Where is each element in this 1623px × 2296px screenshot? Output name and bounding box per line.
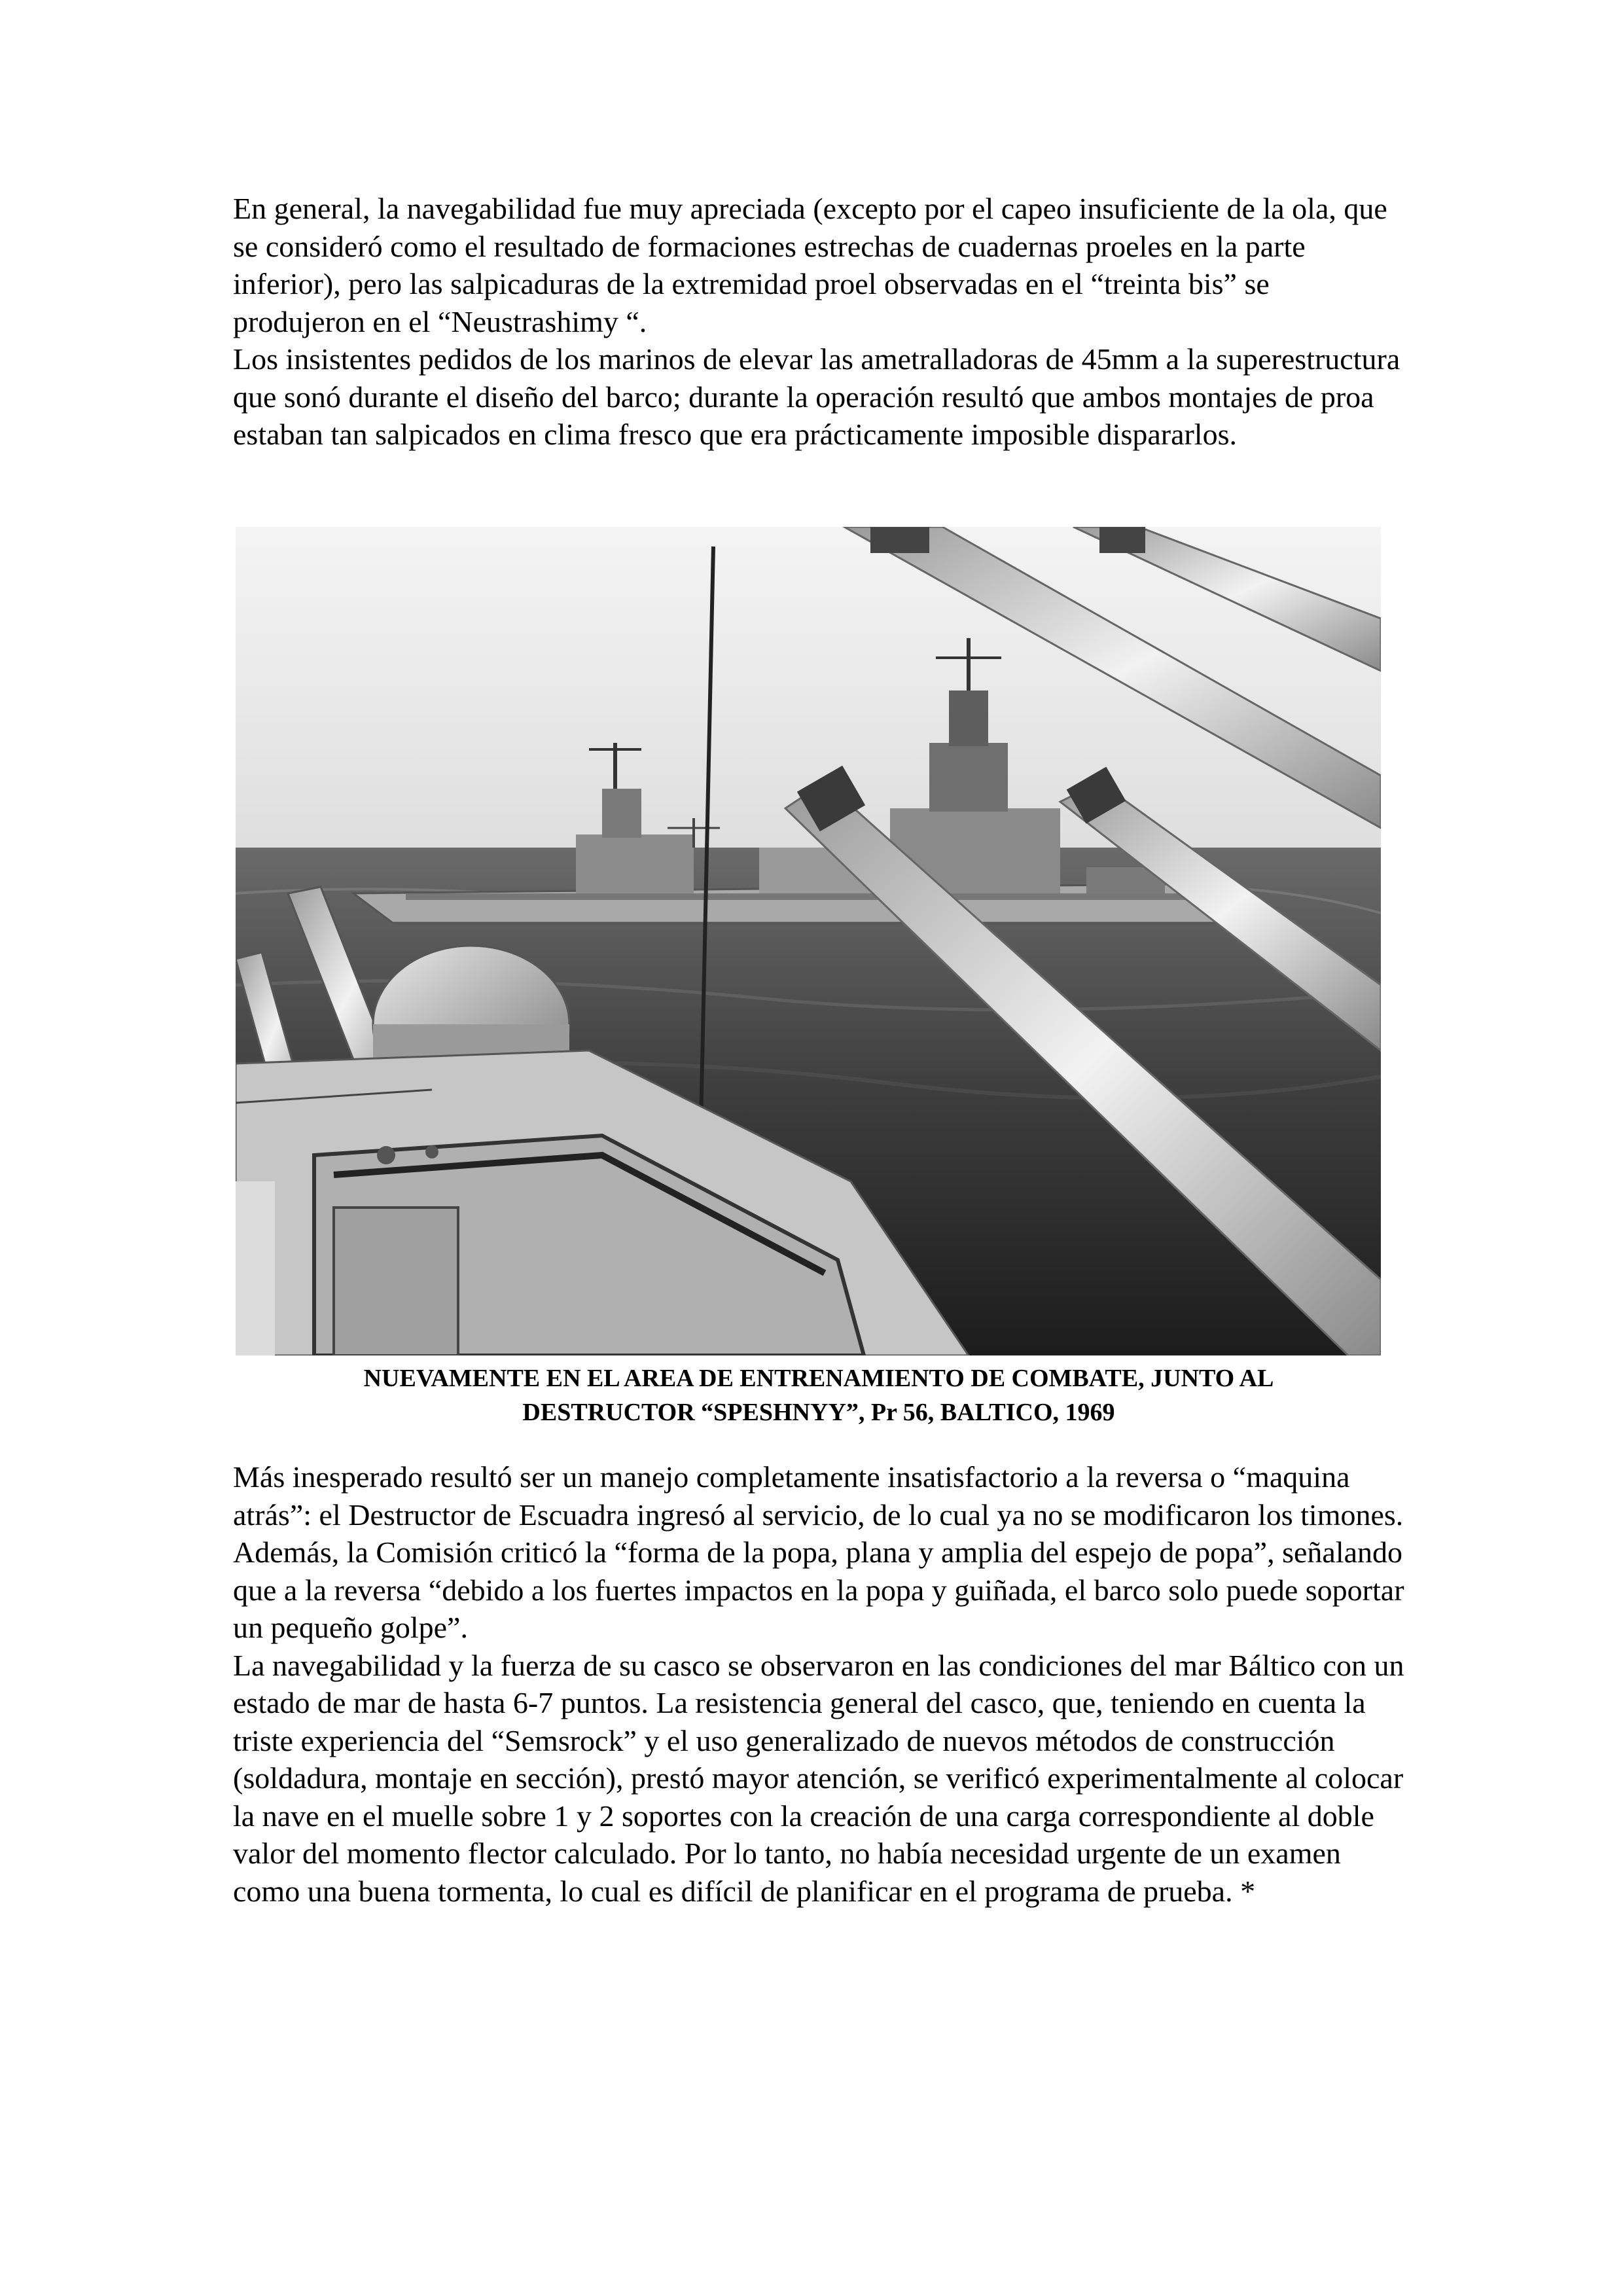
paragraph: Los insistentes pedidos de los marinos de elevar las ametralladoras de 45mm a la superestructura que sonó durante el diseño del barco; durante la operación resultó que ambos montajes de proa estaban tan salpicados en clima fresco que era prácticamente imposible dispararlos. — [233, 342, 1400, 451]
destroyer-photo — [236, 527, 1381, 1355]
caption-line: DESTRUCTOR “SPESHNYY”, Pr 56, BALTICO, 1969 — [522, 1399, 1115, 1426]
bottom-text-block — [233, 1458, 1404, 1910]
paragraph: Más inesperado resultó ser un manejo completamente insatisfactorio a la reversa o “maquina atrás”: el Destructor de Escuadra ingresó al servicio, de lo cual ya no se modificaron los timones. — [233, 1460, 1404, 1532]
paragraph: Además, la Comisión criticó la “forma de la popa, plana y amplia del espejo de popa”, señalando que a la reversa “debido a los fuertes impactos en la popa y guiñada, el barco solo puede soportar un pequeño golpe”. — [233, 1535, 1404, 1644]
top-text-block — [233, 190, 1404, 454]
paragraph: La navegabilidad y la fuerza de su casco se observaron en las condiciones del mar Báltico con un estado de mar de hasta 6-7 puntos. La resistencia general del casco, que, teniendo en cuenta la triste experiencia del “Semsrock” y el uso generalizado de nuevos métodos de construcción (soldadura, montaje en sección), prestó mayor atención, se verificó experimentalmente al colocar la nave en el muelle sobre 1 y 2 soportes con la creación de una carga correspondiente al doble valor del momento flector calculado. Por lo tanto, no había necesidad urgente de un examen como una buena tormenta, lo cual es difícil de planificar en el programa de prueba. * — [233, 1648, 1404, 1908]
paragraph: En general, la navegabilidad fue muy apreciada (excepto por el capeo insuficiente de la ola, que se consideró como el resultado de formaciones estrechas de cuadernas proeles en la parte inferior), pero las salpicaduras de la extremidad proel observadas en el “treinta bis” se produjeron en el “Neustrashimy “. — [233, 192, 1387, 338]
figure-caption — [233, 1361, 1404, 1429]
caption-line: NUEVAMENTE EN EL AREA DE ENTRENAMIENTO DE COMBATE, JUNTO AL — [363, 1365, 1274, 1392]
